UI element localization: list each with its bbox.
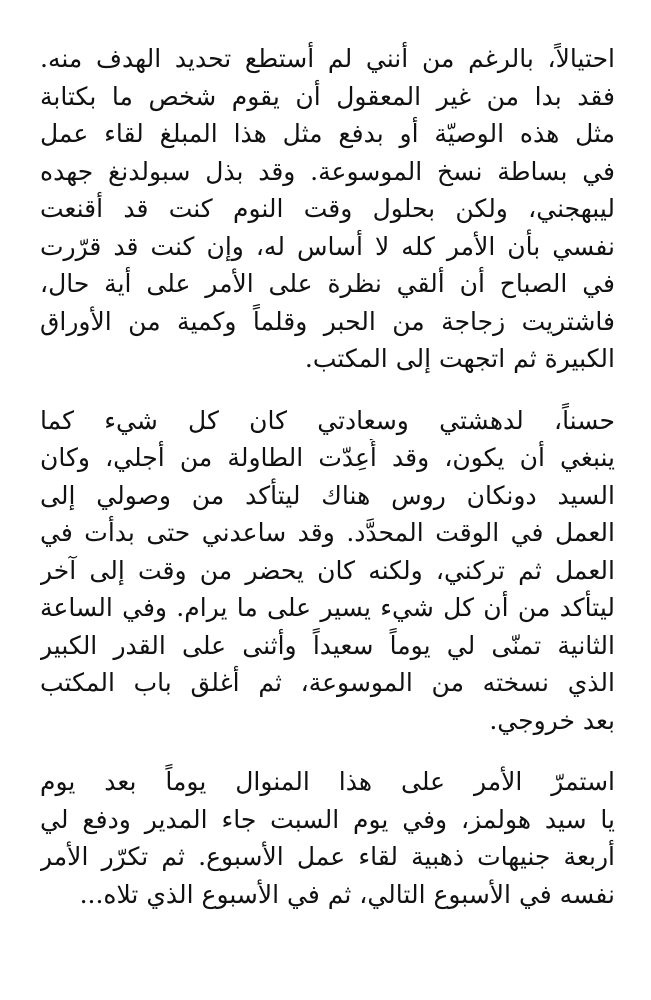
- text-line: يا سيد هولمز، وفي يوم السبت جاء المدير ودفع لي: [40, 804, 615, 834]
- paragraph-1: [40, 40, 615, 378]
- text-line: بعد خروجي.: [489, 705, 615, 735]
- text-line: أربعة جنيهات ذهبية لقاء عمل الأسبوع. ثم تكرّر الأمر: [40, 842, 615, 871]
- text-line: فقد بدا من غير المعقول أن يقوم شخص ما بكتابة: [40, 81, 615, 111]
- text-line: نفسه في الأسبوع التالي، ثم في الأسبوع الذي تلاه...: [79, 879, 615, 909]
- paragraph-2: [40, 402, 615, 740]
- text-line: ليبهجني، ولكن بحلول وقت النوم كنت قد أقنعت: [40, 194, 615, 223]
- text-line: الذي نسخته من الموسوعة، ثم أغلق باب المكتب: [40, 668, 615, 697]
- text-line: استمرّ الأمر على هذا المنوال يوماً بعد يوم: [40, 767, 615, 796]
- text-line: العمل في الوقت المحدَّد. وقد ساعدني حتى بدأت في: [40, 518, 615, 547]
- text-line: الكبيرة ثم اتجهت إلى المكتب.: [304, 344, 615, 373]
- text-line: احتيالاً، بالرغم من أنني لم أستطع تحديد الهدف منه.: [40, 44, 615, 73]
- text-line: السيد دونكان روس هناك ليتأكد من وصولي إلى: [40, 480, 615, 510]
- text-line: العمل ثم تركني، ولكنه كان يحضر من وقت إلى آخر: [40, 555, 615, 585]
- text-line: نفسي بأن الأمر كله لا أساس له، وإن كنت قد قرّرت: [40, 231, 615, 261]
- text-line: الثانية تمنّى لي يوماً سعيداً وأثنى على القدر الكبير: [40, 630, 615, 660]
- text-line: ليتأكد من أن كل شيء يسير على ما يرام. وفي الساعة: [40, 593, 615, 622]
- text-line: حسناً، لدهشتي وسعادتي كان كل شيء كما: [40, 405, 615, 435]
- text-line: في بساطة نسخ الموسوعة. وقد بذل سبولدنغ جهده: [40, 156, 615, 186]
- text-line: مثل هذه الوصيّة أو بدفع مثل هذا المبلغ لقاء عمل: [40, 119, 615, 148]
- text-line: في الصباح أن ألقي نظرة على الأمر على أية حال،: [40, 269, 615, 298]
- book-page: [40, 40, 615, 913]
- paragraph-3: [40, 763, 615, 913]
- text-line: ينبغي أن يكون، وقد أُعِدّت الطاولة من أجلي، وكان: [40, 443, 615, 472]
- text-line: فاشتريت زجاجة من الحبر وقلماً وكمية من الأوراق: [40, 306, 615, 336]
